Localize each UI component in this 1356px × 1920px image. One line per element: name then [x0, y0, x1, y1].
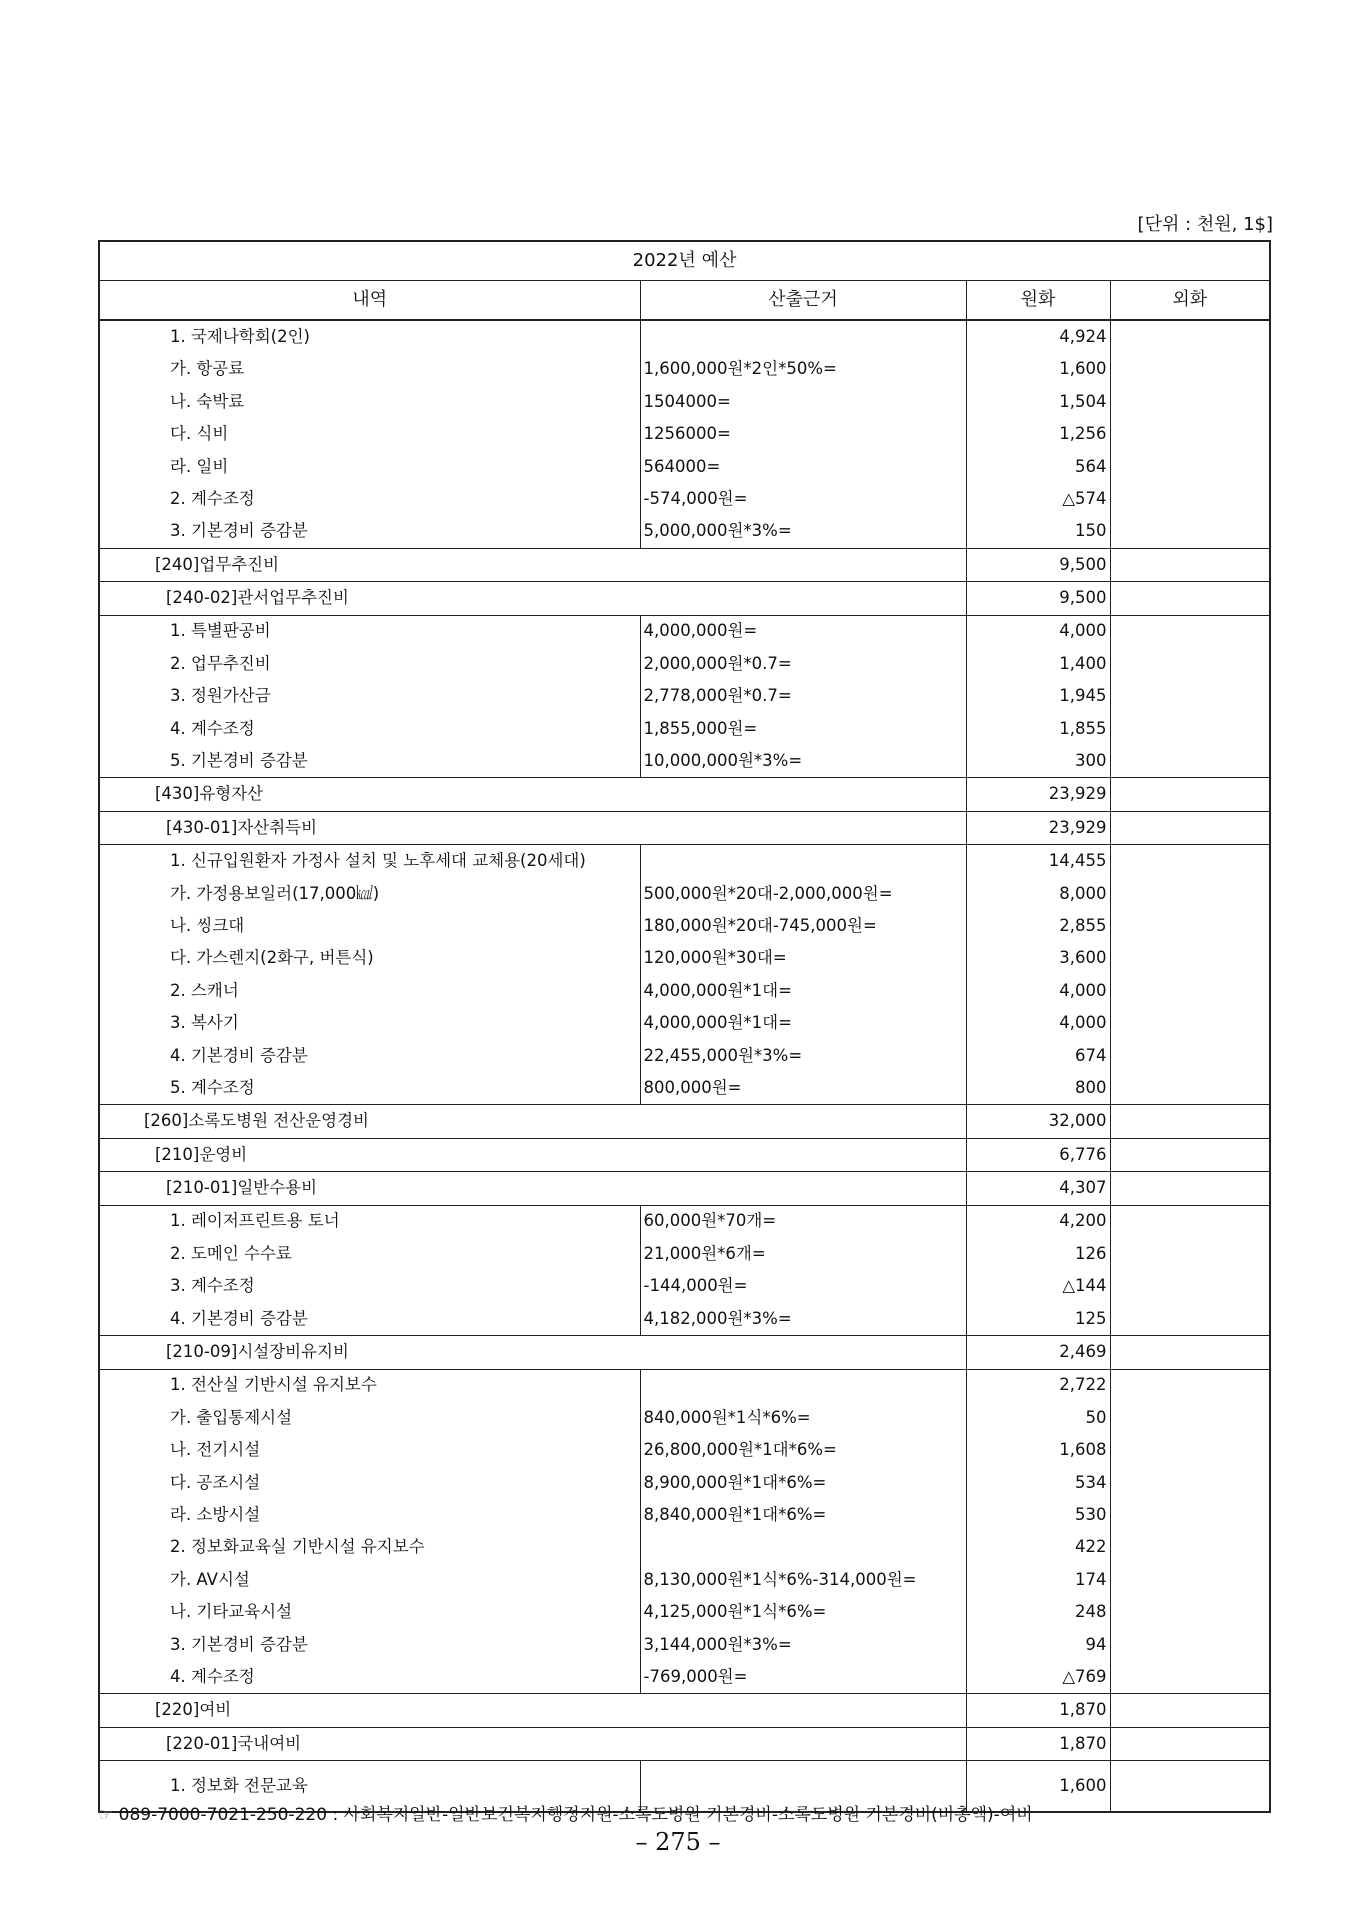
row-basis: -769,000원=: [640, 1661, 966, 1694]
row-krw: 126: [966, 1238, 1110, 1270]
row-krw: 50: [966, 1402, 1110, 1434]
row-krw: 564: [966, 451, 1110, 483]
row-krw: 150: [966, 515, 1110, 548]
budget-table: [98, 240, 1271, 1813]
row-krw: 9,500: [966, 582, 1110, 615]
row-basis: 4,000,000원=: [640, 615, 966, 648]
row-foreign: [1110, 680, 1270, 712]
table-row: [99, 680, 1270, 712]
row-foreign: [1110, 975, 1270, 1007]
row-krw: 94: [966, 1629, 1110, 1661]
row-krw: 422: [966, 1531, 1110, 1563]
row-foreign: [1110, 1727, 1270, 1760]
row-item: 3. 정원가산금: [99, 680, 640, 712]
table-row: [99, 483, 1270, 515]
row-foreign: [1110, 811, 1270, 844]
row-item: 2. 계수조정: [99, 483, 640, 515]
row-basis: 8,130,000원*1식*6%-314,000원=: [640, 1564, 966, 1596]
table-row: [99, 1564, 1270, 1596]
row-krw: 174: [966, 1564, 1110, 1596]
table-row: [99, 1105, 1270, 1138]
row-basis: 10,000,000원*3%=: [640, 745, 966, 778]
row-krw: 248: [966, 1596, 1110, 1628]
row-basis: 3,144,000원*3%=: [640, 1629, 966, 1661]
row-basis: 564000=: [640, 451, 966, 483]
row-basis: [640, 845, 966, 878]
table-row: [99, 1694, 1270, 1727]
table-row: [99, 975, 1270, 1007]
row-krw: △574: [966, 483, 1110, 515]
table-row: [99, 1138, 1270, 1171]
row-item: 가. 가정용보일러(17,000㎉): [99, 878, 640, 910]
row-krw: 530: [966, 1499, 1110, 1531]
row-foreign: [1110, 548, 1270, 581]
row-basis: 2,778,000원*0.7=: [640, 680, 966, 712]
row-krw: 1,870: [966, 1694, 1110, 1727]
row-foreign: [1110, 1172, 1270, 1205]
table-row: [99, 1205, 1270, 1238]
row-foreign: [1110, 910, 1270, 942]
row-item: [210-09]시설장비유지비: [99, 1336, 966, 1369]
table-row: [99, 1434, 1270, 1466]
row-krw: 1,504: [966, 386, 1110, 418]
row-item: [220]여비: [99, 1694, 966, 1727]
row-krw: 14,455: [966, 845, 1110, 878]
row-item: 3. 계수조정: [99, 1270, 640, 1302]
row-krw: 534: [966, 1467, 1110, 1499]
row-foreign: [1110, 1072, 1270, 1105]
row-basis: 4,182,000원*3%=: [640, 1303, 966, 1336]
row-basis: 8,840,000원*1대*6%=: [640, 1499, 966, 1531]
row-basis: 22,455,000원*3%=: [640, 1040, 966, 1072]
row-item: [240-02]관서업무추진비: [99, 582, 966, 615]
table-row: [99, 1040, 1270, 1072]
table-row: [99, 942, 1270, 974]
row-item: 1. 전산실 기반시설 유지보수: [99, 1369, 640, 1402]
row-foreign: [1110, 778, 1270, 811]
row-foreign: [1110, 1040, 1270, 1072]
row-foreign: [1110, 648, 1270, 680]
row-krw: 2,855: [966, 910, 1110, 942]
row-item: 가. AV시설: [99, 1564, 640, 1596]
table-row: [99, 648, 1270, 680]
row-foreign: [1110, 483, 1270, 515]
row-foreign: [1110, 1270, 1270, 1302]
row-item: 가. 출입통제시설: [99, 1402, 640, 1434]
row-foreign: [1110, 582, 1270, 615]
row-item: [430-01]자산취득비: [99, 811, 966, 844]
table-row: [99, 1007, 1270, 1039]
row-krw: 4,200: [966, 1205, 1110, 1238]
row-item: 4. 기본경비 증감분: [99, 1040, 640, 1072]
table-row: [99, 878, 1270, 910]
row-foreign: [1110, 1661, 1270, 1694]
row-foreign: [1110, 942, 1270, 974]
table-row: [99, 1499, 1270, 1531]
footnote: [98, 1800, 1033, 1825]
row-foreign: [1110, 845, 1270, 878]
table-row: [99, 1467, 1270, 1499]
table-row: [99, 418, 1270, 450]
table-row: [99, 451, 1270, 483]
table-body: [99, 320, 1270, 1812]
header-foreign: 외화: [1110, 281, 1270, 321]
row-krw: 1,400: [966, 648, 1110, 680]
row-foreign: [1110, 1007, 1270, 1039]
table-row: [99, 1072, 1270, 1105]
row-krw: △769: [966, 1661, 1110, 1694]
table-row: [99, 320, 1270, 353]
table-row: [99, 582, 1270, 615]
table-row: [99, 778, 1270, 811]
pointer-icon: ☞: [98, 1805, 114, 1825]
row-item: 4. 계수조정: [99, 1661, 640, 1694]
row-basis: 4,000,000원*1대=: [640, 1007, 966, 1039]
row-item: 1. 특별판공비: [99, 615, 640, 648]
row-krw: 1,608: [966, 1434, 1110, 1466]
row-basis: 26,800,000원*1대*6%=: [640, 1434, 966, 1466]
table-row: [99, 515, 1270, 548]
row-basis: 5,000,000원*3%=: [640, 515, 966, 548]
row-basis: [640, 320, 966, 353]
row-basis: 4,000,000원*1대=: [640, 975, 966, 1007]
row-item: 3. 기본경비 증감분: [99, 515, 640, 548]
row-krw: 4,307: [966, 1172, 1110, 1205]
row-krw: 800: [966, 1072, 1110, 1105]
row-krw: 4,000: [966, 975, 1110, 1007]
row-item: [260]소록도병원 전산운영경비: [99, 1105, 966, 1138]
row-krw: 674: [966, 1040, 1110, 1072]
table-row: [99, 845, 1270, 878]
table-row: [99, 1270, 1270, 1302]
row-basis: 1,855,000원=: [640, 713, 966, 745]
row-krw: 1,600: [966, 1761, 1110, 1813]
row-basis: -144,000원=: [640, 1270, 966, 1302]
row-foreign: [1110, 1499, 1270, 1531]
row-item: 나. 기타교육시설: [99, 1596, 640, 1628]
row-krw: 4,000: [966, 615, 1110, 648]
row-krw: 6,776: [966, 1138, 1110, 1171]
row-krw: 8,000: [966, 878, 1110, 910]
row-item: 4. 기본경비 증감분: [99, 1303, 640, 1336]
row-foreign: [1110, 1402, 1270, 1434]
row-basis: 21,000원*6개=: [640, 1238, 966, 1270]
row-item: [240]업무추진비: [99, 548, 966, 581]
row-foreign: [1110, 451, 1270, 483]
row-foreign: [1110, 745, 1270, 778]
row-item: [210-01]일반수용비: [99, 1172, 966, 1205]
table-row: [99, 811, 1270, 844]
row-basis: 840,000원*1식*6%=: [640, 1402, 966, 1434]
row-basis: 8,900,000원*1대*6%=: [640, 1467, 966, 1499]
table-row: [99, 1402, 1270, 1434]
row-basis: 1,600,000원*2인*50%=: [640, 353, 966, 385]
row-item: 1. 국제나학회(2인): [99, 320, 640, 353]
row-krw: △144: [966, 1270, 1110, 1302]
row-krw: 9,500: [966, 548, 1110, 581]
row-foreign: [1110, 1238, 1270, 1270]
row-item: [430]유형자산: [99, 778, 966, 811]
row-basis: [640, 1531, 966, 1563]
row-item: 3. 복사기: [99, 1007, 640, 1039]
table-row: [99, 1629, 1270, 1661]
row-item: 라. 소방시설: [99, 1499, 640, 1531]
table-row: [99, 1661, 1270, 1694]
header-basis: 산출근거: [640, 281, 966, 321]
row-item: 나. 씽크대: [99, 910, 640, 942]
row-item: 나. 숙박료: [99, 386, 640, 418]
row-foreign: [1110, 1336, 1270, 1369]
unit-label: [단위 : 천원, 1$]: [1137, 214, 1273, 235]
row-foreign: [1110, 1629, 1270, 1661]
row-item: 나. 전기시설: [99, 1434, 640, 1466]
table-row: [99, 1303, 1270, 1336]
row-foreign: [1110, 1564, 1270, 1596]
row-krw: 23,929: [966, 778, 1110, 811]
table-row: [99, 1727, 1270, 1760]
row-item: 1. 신규입원환자 가정사 설치 및 노후세대 교체용(20세대): [99, 845, 640, 878]
row-foreign: [1110, 1369, 1270, 1402]
row-foreign: [1110, 1303, 1270, 1336]
table-row: [99, 353, 1270, 385]
row-krw: 1,855: [966, 713, 1110, 745]
row-item: 다. 가스렌지(2화구, 버튼식): [99, 942, 640, 974]
row-item: 5. 계수조정: [99, 1072, 640, 1105]
row-krw: 32,000: [966, 1105, 1110, 1138]
row-krw: 125: [966, 1303, 1110, 1336]
table-row: [99, 1596, 1270, 1628]
table-row: [99, 615, 1270, 648]
row-item: 1. 레이저프린트용 토너: [99, 1205, 640, 1238]
table-row: [99, 1172, 1270, 1205]
row-foreign: [1110, 1531, 1270, 1563]
row-foreign: [1110, 353, 1270, 385]
page-number: – 275 –: [635, 1828, 721, 1856]
row-item: 2. 도메인 수수료: [99, 1238, 640, 1270]
row-foreign: [1110, 1205, 1270, 1238]
row-item: 다. 공조시설: [99, 1467, 640, 1499]
row-krw: 2,722: [966, 1369, 1110, 1402]
row-basis: 60,000원*70개=: [640, 1205, 966, 1238]
row-krw: 3,600: [966, 942, 1110, 974]
row-item: [220-01]국내여비: [99, 1727, 966, 1760]
row-item: 다. 식비: [99, 418, 640, 450]
row-krw: 4,924: [966, 320, 1110, 353]
row-basis: 1256000=: [640, 418, 966, 450]
row-foreign: [1110, 320, 1270, 353]
row-item: 5. 기본경비 증감분: [99, 745, 640, 778]
header-item: 내역: [99, 281, 640, 321]
row-item: 3. 기본경비 증감분: [99, 1629, 640, 1661]
row-basis: [640, 1369, 966, 1402]
row-basis: 180,000원*20대-745,000원=: [640, 910, 966, 942]
table-row: [99, 1238, 1270, 1270]
row-foreign: [1110, 386, 1270, 418]
row-foreign: [1110, 418, 1270, 450]
table-row: [99, 910, 1270, 942]
table-row: [99, 1531, 1270, 1563]
row-basis: 2,000,000원*0.7=: [640, 648, 966, 680]
row-item: [210]운영비: [99, 1138, 966, 1171]
row-basis: 800,000원=: [640, 1072, 966, 1105]
row-item: 1. 정보화 전문교육: [99, 1761, 640, 1813]
row-foreign: [1110, 1761, 1270, 1813]
row-krw: 4,000: [966, 1007, 1110, 1039]
row-foreign: [1110, 1138, 1270, 1171]
row-foreign: [1110, 713, 1270, 745]
row-foreign: [1110, 1434, 1270, 1466]
table-title: 2022년 예산: [99, 241, 1270, 281]
row-item: 가. 항공료: [99, 353, 640, 385]
row-foreign: [1110, 1467, 1270, 1499]
row-krw: 1,945: [966, 680, 1110, 712]
table-row: [99, 548, 1270, 581]
row-basis: -574,000원=: [640, 483, 966, 515]
row-basis: 1504000=: [640, 386, 966, 418]
table-row: [99, 1369, 1270, 1402]
row-foreign: [1110, 878, 1270, 910]
row-foreign: [1110, 1596, 1270, 1628]
row-krw: 1,256: [966, 418, 1110, 450]
row-krw: 23,929: [966, 811, 1110, 844]
row-krw: 1,870: [966, 1727, 1110, 1760]
row-foreign: [1110, 1694, 1270, 1727]
row-basis: 120,000원*30대=: [640, 942, 966, 974]
footnote-text: 089-7000-7021-250-220 : 사회복지일반-일반보건복지행정지원-소록도병원 기본경비-소록도병원 기본경비(비총액)-여비: [118, 1805, 1033, 1825]
row-basis: 500,000원*20대-2,000,000원=: [640, 878, 966, 910]
row-item: 라. 일비: [99, 451, 640, 483]
row-krw: 2,469: [966, 1336, 1110, 1369]
table-row: [99, 1336, 1270, 1369]
row-basis: 4,125,000원*1식*6%=: [640, 1596, 966, 1628]
row-krw: 300: [966, 745, 1110, 778]
row-item: 2. 스캐너: [99, 975, 640, 1007]
header-krw: 원화: [966, 281, 1110, 321]
row-item: 2. 정보화교육실 기반시설 유지보수: [99, 1531, 640, 1563]
row-krw: 1,600: [966, 353, 1110, 385]
row-foreign: [1110, 1105, 1270, 1138]
table-row: [99, 745, 1270, 778]
table-row: [99, 386, 1270, 418]
row-foreign: [1110, 615, 1270, 648]
row-item: 2. 업무추진비: [99, 648, 640, 680]
row-item: 4. 계수조정: [99, 713, 640, 745]
row-foreign: [1110, 515, 1270, 548]
table-row: [99, 713, 1270, 745]
